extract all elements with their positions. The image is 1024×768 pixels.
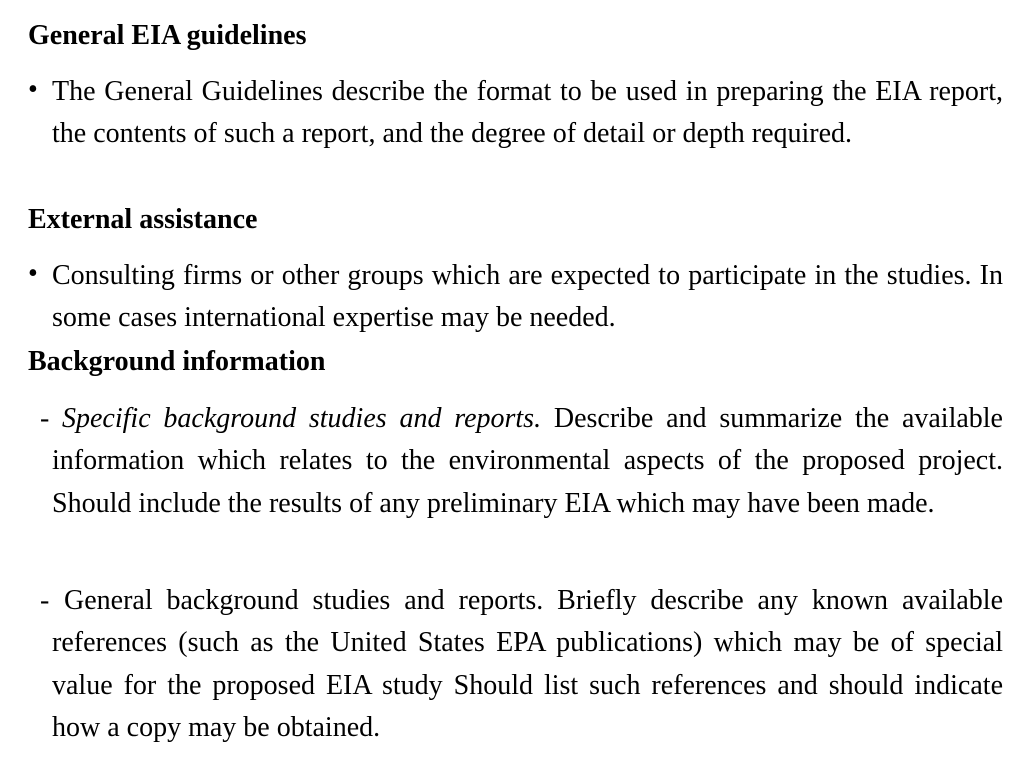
paragraph-body: Describe and summarize the available information which relates to the environmental aspects of the proposed project. Should include the results of any preliminary EIA which may have been made.: [52, 403, 1003, 519]
heading-background-information: Background information: [28, 346, 326, 377]
heading-external-assistance: External assistance: [28, 204, 258, 235]
italic-lead: Specific background studies and reports.: [62, 403, 542, 434]
paragraph-general-guidelines: The General Guidelines describe the format to be used in preparing the EIA report, the contents of such a report, and the degree of detail or depth required.: [52, 76, 1003, 150]
paragraph-external-assistance: Consulting firms or other groups which are expected to participate in the studies. In some cases international expertise may be needed.: [52, 260, 1003, 334]
dash-marker: -: [40, 403, 50, 434]
bullet-marker: •: [28, 74, 38, 105]
bullet-marker: •: [28, 258, 38, 289]
heading-general-eia-guidelines: General EIA guidelines: [28, 20, 307, 51]
paragraph-general-background: General background studies and reports. Briefly describe any known available references (such as the United States EPA publications) which may be of special value for the proposed EIA study Should list such references and should indicate how a copy may be obtained.: [52, 585, 1003, 743]
paragraph-specific-background: [52, 398, 1003, 525]
dash-marker: -: [40, 585, 50, 616]
